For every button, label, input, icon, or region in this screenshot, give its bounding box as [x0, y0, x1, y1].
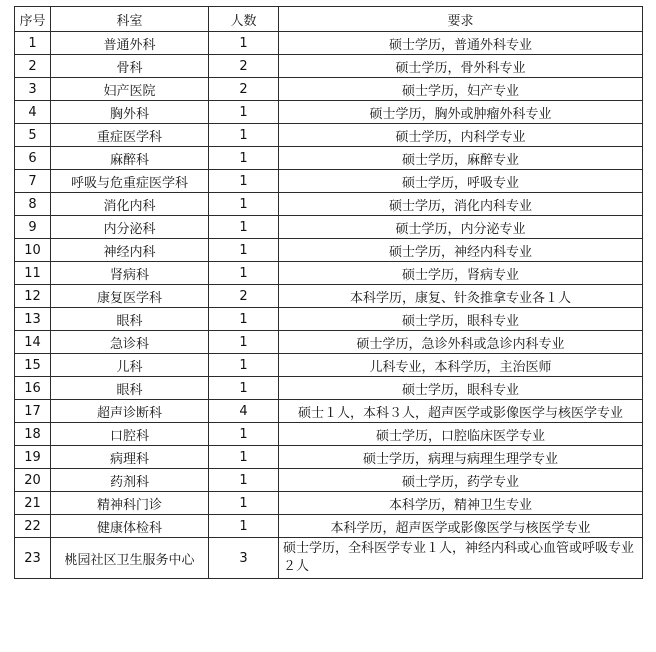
cell-row-number: 18: [15, 423, 51, 446]
table-row: [15, 78, 643, 101]
cell-requirement: 硕士学历，神经内科专业: [279, 239, 643, 262]
cell-requirement: 硕士学历，内科学专业: [279, 124, 643, 147]
cell-headcount: 2: [209, 285, 279, 308]
recruitment-table-container: [14, 6, 643, 579]
cell-headcount: 1: [209, 331, 279, 354]
cell-department: 胸外科: [51, 101, 209, 124]
cell-department: 神经内科: [51, 239, 209, 262]
cell-headcount: 2: [209, 78, 279, 101]
cell-department: 重症医学科: [51, 124, 209, 147]
cell-headcount: 4: [209, 400, 279, 423]
cell-row-number: 12: [15, 285, 51, 308]
cell-headcount: 1: [209, 446, 279, 469]
table-row: [15, 446, 643, 469]
table-row: [15, 308, 643, 331]
table-row: [15, 32, 643, 55]
table-row: [15, 193, 643, 216]
cell-headcount: 1: [209, 193, 279, 216]
cell-requirement: 硕士学历，病理与病理生理学专业: [279, 446, 643, 469]
cell-department: 呼吸与危重症医学科: [51, 170, 209, 193]
header-cell-req: 要求: [279, 7, 643, 32]
cell-requirement: 硕士学历，眼科专业: [279, 308, 643, 331]
cell-row-number: 16: [15, 377, 51, 400]
cell-row-number: 10: [15, 239, 51, 262]
cell-headcount: 1: [209, 239, 279, 262]
table-body: [15, 32, 643, 579]
table-row: [15, 400, 643, 423]
cell-row-number: 3: [15, 78, 51, 101]
cell-department: 药剂科: [51, 469, 209, 492]
cell-department: 妇产医院: [51, 78, 209, 101]
cell-department: 眼科: [51, 308, 209, 331]
cell-headcount: 1: [209, 101, 279, 124]
cell-requirement: 本科学历，康复、针灸推拿专业各１人: [279, 285, 643, 308]
cell-department: 健康体检科: [51, 515, 209, 538]
cell-headcount: 1: [209, 147, 279, 170]
cell-requirement: 硕士学历，急诊外科或急诊内科专业: [279, 331, 643, 354]
table-row: [15, 492, 643, 515]
cell-row-number: 4: [15, 101, 51, 124]
cell-row-number: 17: [15, 400, 51, 423]
cell-row-number: 9: [15, 216, 51, 239]
cell-row-number: 20: [15, 469, 51, 492]
table-row: [15, 423, 643, 446]
cell-row-number: 21: [15, 492, 51, 515]
table-row: [15, 216, 643, 239]
cell-department: 普通外科: [51, 32, 209, 55]
cell-headcount: 1: [209, 354, 279, 377]
cell-headcount: 1: [209, 170, 279, 193]
cell-row-number: 1: [15, 32, 51, 55]
header-row: [15, 7, 643, 32]
cell-row-number: 22: [15, 515, 51, 538]
cell-department: 肾病科: [51, 262, 209, 285]
cell-department: 病理科: [51, 446, 209, 469]
cell-row-number: 15: [15, 354, 51, 377]
cell-row-number: 11: [15, 262, 51, 285]
header-cell-no: 序号: [15, 7, 51, 32]
cell-requirement: 硕士学历，胸外或肿瘤外科专业: [279, 101, 643, 124]
cell-headcount: 1: [209, 124, 279, 147]
cell-headcount: 1: [209, 492, 279, 515]
cell-row-number: 2: [15, 55, 51, 78]
cell-requirement: 本科学历，超声医学或影像医学与核医学专业: [279, 515, 643, 538]
cell-row-number: 6: [15, 147, 51, 170]
cell-row-number: 13: [15, 308, 51, 331]
cell-department: 骨科: [51, 55, 209, 78]
cell-headcount: 1: [209, 308, 279, 331]
cell-requirement: 硕士学历，呼吸专业: [279, 170, 643, 193]
cell-department: 儿科: [51, 354, 209, 377]
cell-department: 口腔科: [51, 423, 209, 446]
cell-row-number: 14: [15, 331, 51, 354]
cell-headcount: 3: [209, 538, 279, 579]
cell-row-number: 8: [15, 193, 51, 216]
cell-row-number: 23: [15, 538, 51, 579]
cell-requirement: 硕士学历，消化内科专业: [279, 193, 643, 216]
cell-row-number: 7: [15, 170, 51, 193]
table-row: [15, 239, 643, 262]
table-row: [15, 515, 643, 538]
cell-headcount: 1: [209, 377, 279, 400]
table-row: [15, 101, 643, 124]
cell-department: 麻醉科: [51, 147, 209, 170]
cell-headcount: 1: [209, 32, 279, 55]
cell-requirement: 硕士学历，妇产专业: [279, 78, 643, 101]
table-row: [15, 377, 643, 400]
cell-requirement: 硕士学历，内分泌专业: [279, 216, 643, 239]
cell-requirement: 硕士学历，普通外科专业: [279, 32, 643, 55]
cell-requirement: 硕士学历，药学专业: [279, 469, 643, 492]
table-row: [15, 285, 643, 308]
cell-requirement: 硕士学历，眼科专业: [279, 377, 643, 400]
cell-department: 超声诊断科: [51, 400, 209, 423]
cell-requirement: 硕士学历，麻醉专业: [279, 147, 643, 170]
cell-headcount: 1: [209, 216, 279, 239]
table-row: [15, 124, 643, 147]
cell-department: 消化内科: [51, 193, 209, 216]
cell-department: 精神科门诊: [51, 492, 209, 515]
cell-headcount: 1: [209, 423, 279, 446]
cell-headcount: 1: [209, 262, 279, 285]
table-row: [15, 147, 643, 170]
table-row: [15, 331, 643, 354]
table-row: [15, 170, 643, 193]
cell-headcount: 2: [209, 55, 279, 78]
cell-requirement: 硕士学历，口腔临床医学专业: [279, 423, 643, 446]
table-row: [15, 469, 643, 492]
recruitment-table: [14, 6, 643, 579]
header-cell-dept: 科室: [51, 7, 209, 32]
cell-requirement: 硕士学历，全科医学专业１人，神经内科或心血管或呼吸专业２人: [279, 538, 643, 579]
cell-headcount: 1: [209, 515, 279, 538]
cell-row-number: 19: [15, 446, 51, 469]
cell-department: 内分泌科: [51, 216, 209, 239]
cell-headcount: 1: [209, 469, 279, 492]
table-row: [15, 354, 643, 377]
header-cell-count: 人数: [209, 7, 279, 32]
cell-requirement: 硕士学历，肾病专业: [279, 262, 643, 285]
cell-row-number: 5: [15, 124, 51, 147]
cell-requirement: 硕士学历，骨外科专业: [279, 55, 643, 78]
cell-requirement: 硕士１人，本科３人，超声医学或影像医学与核医学专业: [279, 400, 643, 423]
table-row: [15, 55, 643, 78]
cell-department: 眼科: [51, 377, 209, 400]
table-row: [15, 538, 643, 579]
cell-requirement: 本科学历，精神卫生专业: [279, 492, 643, 515]
table-header: [15, 7, 643, 32]
cell-department: 急诊科: [51, 331, 209, 354]
cell-department: 桃园社区卫生服务中心: [51, 538, 209, 579]
table-row: [15, 262, 643, 285]
cell-department: 康复医学科: [51, 285, 209, 308]
cell-requirement: 儿科专业，本科学历，主治医师: [279, 354, 643, 377]
